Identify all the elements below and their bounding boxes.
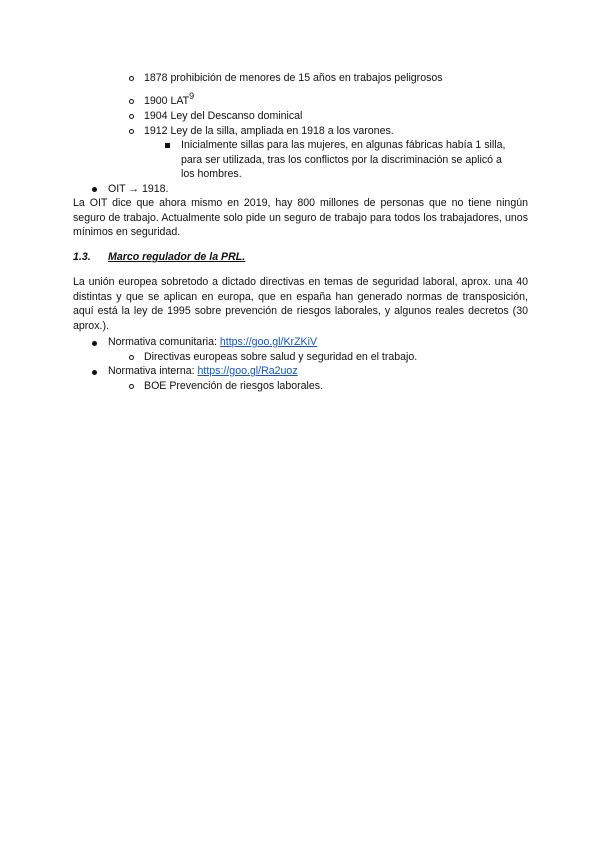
- normativa-comunitaria-label: Normativa comunitaria:: [108, 336, 220, 348]
- circle-bullet-icon: [129, 114, 134, 119]
- disc-bullet-icon: [92, 187, 97, 192]
- normativa-interna-label: Normativa interna:: [108, 365, 198, 377]
- circle-bullet-icon: [129, 99, 134, 104]
- list-item-1900: [144, 91, 195, 108]
- square-bullet-icon: [165, 143, 170, 148]
- circle-bullet-icon: [129, 76, 134, 81]
- list-item-normativa-interna: [108, 364, 298, 378]
- normativa-interna-link[interactable]: https://goo.gl/Ra2uoz: [197, 365, 298, 377]
- section-title: Marco regulador de la PRL.: [108, 251, 246, 263]
- sub-item-line-1: Inicialmente sillas para las mujeres, en algunas fábricas había 1 silla,: [181, 139, 506, 151]
- eu-paragraph: La unión europea sobretodo a dictado directivas en temas de seguridad laboral, aprox. una 40 distintas y que se aplican en europa, que en españa han generado normas de transposición, aquí está la ley de 1995 sobre prevención de riesgos laborales, y algunos reales decretos (30 aprox.).: [73, 276, 528, 332]
- circle-bullet-icon: [129, 384, 134, 389]
- list-item-oit: OIT → 1918.: [108, 183, 169, 195]
- disc-bullet-icon: [92, 370, 97, 375]
- list-item-1904: 1904 Ley del Descanso dominical: [144, 110, 303, 122]
- circle-bullet-icon: [129, 355, 134, 360]
- list-item-1900-text: 1900 LAT: [144, 95, 190, 107]
- footnote-reference[interactable]: 9: [189, 91, 195, 101]
- disc-bullet-icon: [92, 341, 97, 346]
- list-item-directivas-europeas: Directivas europeas sobre salud y seguridad en el trabajo.: [144, 351, 418, 363]
- list-item-boe: BOE Prevención de riesgos laborales.: [144, 380, 324, 392]
- list-item-1912: 1912 Ley de la silla, ampliada en 1918 a los varones.: [144, 125, 394, 137]
- sub-item-line-2: para ser utilizada, tras los conflictos por la discriminación se aplicó a: [181, 154, 502, 166]
- list-item-1878: 1878 prohibición de menores de 15 años en trabajos peligrosos: [144, 72, 443, 84]
- list-item-normativa-comunitaria: [108, 335, 317, 349]
- circle-bullet-icon: [129, 129, 134, 134]
- normativa-comunitaria-link[interactable]: https://goo.gl/KrZKiV: [219, 336, 318, 348]
- sub-item-line-3: los hombres.: [181, 168, 242, 180]
- oit-paragraph: La OIT dice que ahora mismo en 2019, hay 800 millones de personas que no tiene ningún seguro de trabajo. Actualmente solo pide un seguro de trabajo para todos los trabajadores, unos mínimos en seguridad.: [73, 197, 528, 238]
- section-number: 1.3.: [73, 251, 91, 263]
